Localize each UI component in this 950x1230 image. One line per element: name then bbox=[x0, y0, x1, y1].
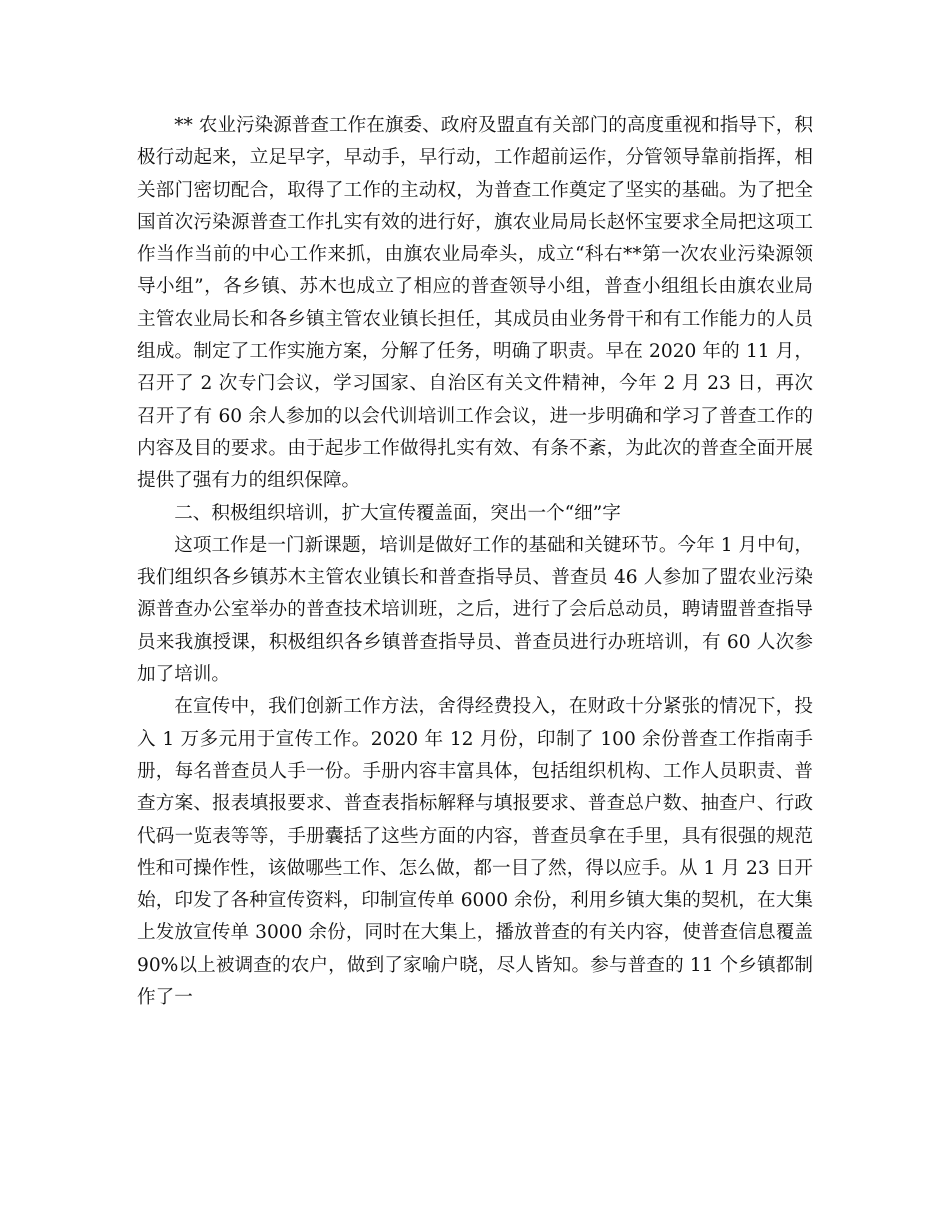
document-body bbox=[137, 110, 813, 1014]
paragraph-publicity: 在宣传中，我们创新工作方法，舍得经费投入，在财政十分紧张的情况下，投入 1 万多元用于宣传工作。2020 年 12 月份，印制了 100 余份普查工作指南手册，每名普查员人手一份。手册内容丰富具体，包括组织机构、工作人员职责、普查方案、报表填报要求、普查表指标解释与填报要求、普查总户数、抽查户、行政代码一览表等等，手册囊括了这些方面的内容，普查员拿在手里，具有很强的规范性和可操作性，该做哪些工作、怎么做，都一目了然，得以应手。从 1 月 23 日开始，印发了各种宣传资料，印制宣传单 6000 余份，利用乡镇大集的契机，在大集上发放宣传单 3000 余份，同时在大集上，播放普查的有关内容，使普查信息覆盖 90%以上被调查的农户，做到了家喻户晓，尽人皆知。参与普查的 11 个乡镇都制作了一 bbox=[137, 696, 813, 1009]
paragraph-organization: ** 农业污染源普查工作在旗委、政府及盟直有关部门的高度重视和指导下，积极行动起来，立足早字，早动手，早行动，工作超前运作，分管领导靠前指挥，相关部门密切配合，取得了工作的主动权，为普查工作奠定了坚实的基础。为了把全国首次污染源普查工作扎实有效的进行好，旗农业局局长赵怀宝要求全局把这项工作当作当前的中心工作来抓，由旗农业局牵头，成立“科右**第一次农业污染源领导小组”，各乡镇、苏木也成立了相应的普查领导小组，普查小组组长由旗农业局主管农业局长和各乡镇主管农业镇长担任，其成员由业务骨干和有工作能力的人员组成。制定了工作实施方案，分解了任务，明确了职责。早在 2020 年的 11 月，召开了 2 次专门会议，学习国家、自治区有关文件精神，今年 2 月 23 日，再次召开了有 60 余人参加的以会代训培训工作会议，进一步明确和学习了普查工作的内容及目的要求。由于起步工作做得扎实有效、有条不紊，为此次的普查全面开展提供了强有力的组织保障。 bbox=[137, 115, 813, 492]
paragraph-training: 这项工作是一门新课题，培训是做好工作的基础和关键环节。今年 1 月中旬，我们组织各乡镇苏木主管农业镇长和普查指导员、普查员 46 人参加了盟农业污染源普查办公室举办的普查技术培训班，之后，进行了会后总动员，聘请盟普查指导员来我旗授课，积极组织各乡镇普查指导员、普查员进行办班培训，有 60 人次参加了培训。 bbox=[137, 534, 813, 686]
section-heading-training: 二、积极组织培训，扩大宣传覆盖面，突出一个“细”字 bbox=[174, 502, 621, 524]
